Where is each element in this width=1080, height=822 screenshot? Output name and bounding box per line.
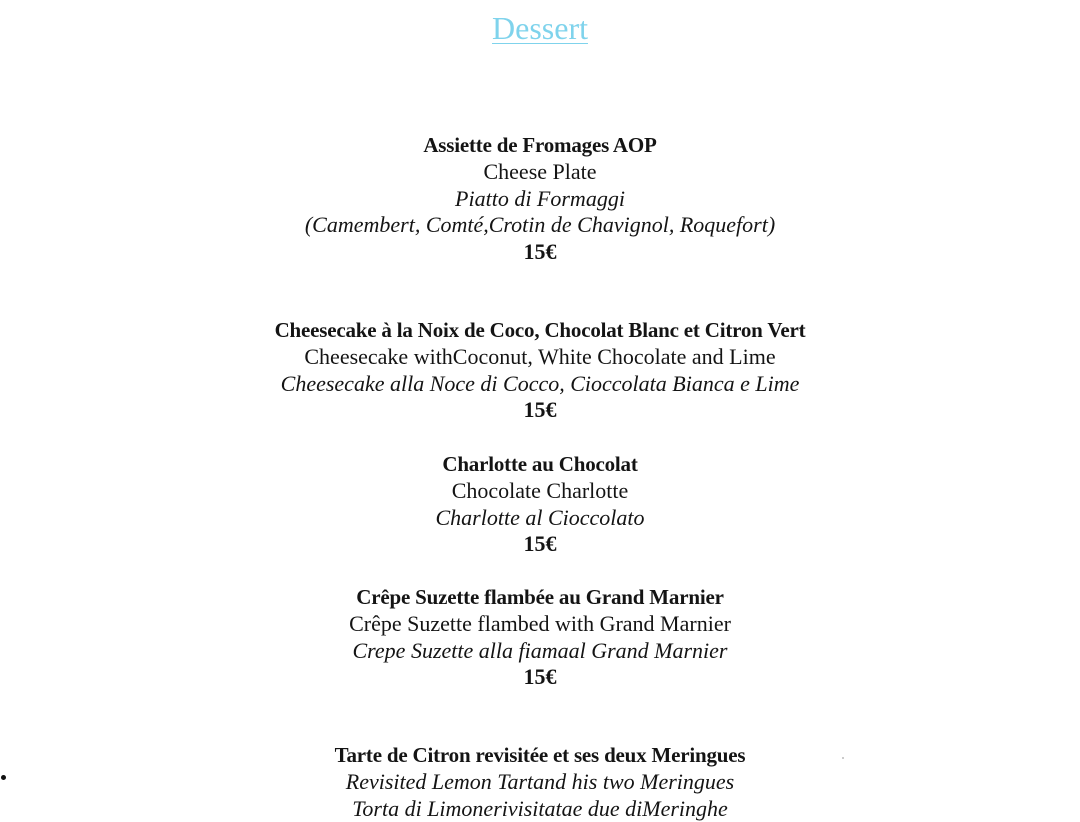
item-price: 15€ <box>523 531 557 557</box>
scan-dot <box>1 775 6 780</box>
item-price: 15€ <box>523 664 557 690</box>
item-name-it: Piatto di Formaggi <box>455 185 625 211</box>
menu-item-lemon-tart <box>0 742 1080 822</box>
scan-speck <box>842 757 844 759</box>
item-name-en: Revisited Lemon Tartand his two Meringues <box>345 768 735 794</box>
menu-item-charlotte <box>0 451 1080 558</box>
menu-item-cheesecake <box>0 317 1080 424</box>
item-price: 15€ <box>523 397 557 423</box>
item-price: 15€ <box>523 239 557 265</box>
menu-item-crepe-suzette <box>0 584 1080 691</box>
item-name-fr: Assiette de Fromages AOP <box>423 133 657 157</box>
item-name-it: Torta di Limonerivisitatae due diMeringhe <box>352 795 728 821</box>
item-name-fr: Tarte de Citron revisitée et ses deux Meringues <box>334 743 746 767</box>
item-name-it: Charlotte al Cioccolato <box>435 504 645 530</box>
item-note: (Camembert, Comté,Crotin de Chavignol, Roquefort) <box>304 212 776 238</box>
item-name-fr: Cheesecake à la Noix de Coco, Chocolat Blanc et Citron Vert <box>274 318 806 342</box>
item-name-it: Cheesecake alla Noce di Cocco, Cioccolata Bianca e Lime <box>280 370 800 396</box>
item-name-en: Cheese Plate <box>483 158 597 184</box>
menu-item-cheese-plate <box>0 132 1080 266</box>
item-name-en: Cheesecake withCoconut, White Chocolate and Lime <box>304 343 776 369</box>
item-name-en: Crêpe Suzette flambed with Grand Marnier <box>349 610 731 636</box>
item-name-fr: Charlotte au Chocolat <box>442 452 638 476</box>
item-name-en: Chocolate Charlotte <box>451 477 629 503</box>
page-title: Dessert <box>492 10 588 46</box>
item-name-fr: Crêpe Suzette flambée au Grand Marnier <box>356 585 724 609</box>
item-name-it: Crepe Suzette alla fiamaal Grand Marnier <box>352 637 728 663</box>
